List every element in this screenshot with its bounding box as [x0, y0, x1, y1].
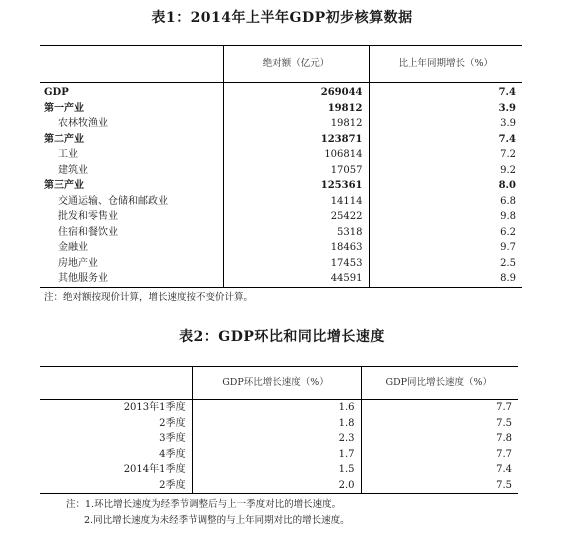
gdp-preliminary-table	[40, 45, 522, 288]
row-value: 25422	[223, 209, 369, 225]
table-row	[40, 271, 522, 287]
row-qoq: 1.7	[192, 447, 361, 463]
row-period: 2014年1季度	[123, 464, 186, 475]
row-label: 交通运输、仓储和邮政业	[58, 195, 168, 207]
table-row	[40, 447, 518, 463]
table-row	[40, 163, 522, 179]
table-header-row	[40, 46, 522, 83]
row-growth: 7.4	[369, 132, 522, 148]
row-label: 第二产业	[44, 133, 84, 145]
row-growth: 3.9	[369, 116, 522, 132]
row-label: 住宿和餐饮业	[58, 226, 118, 238]
row-period: 2季度	[159, 479, 186, 491]
header-cell-yoy: GDP同比增长速度（%）	[361, 367, 518, 400]
table-row	[40, 209, 522, 225]
table1-title: 表1：2014年上半年GDP初步核算数据	[151, 10, 413, 26]
row-value: 17057	[223, 163, 369, 179]
row-qoq: 1.6	[192, 400, 361, 416]
row-period: 3季度	[159, 433, 186, 444]
row-label: 工业	[58, 149, 78, 160]
gdp-growth-rate-table	[40, 366, 518, 494]
table-header-row	[40, 367, 518, 400]
row-growth: 8.0	[369, 178, 522, 194]
row-growth: 9.7	[369, 240, 522, 256]
row-label: 其他服务业	[58, 273, 108, 284]
row-label: 第一产业	[44, 102, 84, 114]
row-period: 4季度	[159, 448, 186, 460]
table2-title: 表2：GDP环比和同比增长速度	[179, 329, 385, 345]
row-label: 建筑业	[58, 164, 88, 176]
table-row	[40, 116, 522, 132]
row-yoy: 7.8	[361, 431, 518, 447]
row-growth: 6.2	[369, 225, 522, 241]
table-row	[40, 400, 518, 416]
row-growth: 3.9	[369, 101, 522, 117]
row-label: 农林牧渔业	[58, 118, 108, 129]
row-growth: 2.5	[369, 256, 522, 272]
table-row	[40, 416, 518, 432]
header-cell-blank	[40, 367, 192, 400]
row-qoq: 2.3	[192, 431, 361, 447]
row-growth: 7.4	[369, 83, 522, 101]
row-label: 房地产业	[58, 257, 98, 269]
table-row	[40, 431, 518, 447]
row-yoy: 7.7	[361, 447, 518, 463]
row-yoy: 7.5	[361, 478, 518, 494]
table-row	[40, 225, 522, 241]
table-row	[40, 178, 522, 194]
table2-note-line2: 2.同比增长速度为未经季节调整的与上年同期对比的增长速度。	[84, 515, 350, 526]
row-yoy: 7.5	[361, 416, 518, 432]
row-value: 17453	[223, 256, 369, 272]
row-period: 2013年1季度	[123, 402, 186, 413]
table-row	[40, 462, 518, 478]
table-row	[40, 132, 522, 148]
row-growth: 6.8	[369, 194, 522, 210]
row-value: 19812	[223, 116, 369, 132]
row-value: 5318	[223, 225, 369, 241]
row-growth: 8.9	[369, 271, 522, 287]
row-value: 19812	[223, 101, 369, 117]
header-cell-absolute: 绝对额（亿元）	[223, 46, 369, 83]
table-row	[40, 147, 522, 163]
row-growth: 9.2	[369, 163, 522, 179]
row-value: 123871	[223, 132, 369, 148]
row-value: 44591	[223, 271, 369, 287]
row-period: 2季度	[159, 417, 186, 429]
row-label: GDP	[44, 87, 69, 98]
table2-note-line1: 注：1.环比增长速度为经季节调整后与上一季度对比的增长速度。	[66, 499, 342, 510]
row-qoq: 1.8	[192, 416, 361, 432]
table-row	[40, 478, 518, 494]
row-qoq: 2.0	[192, 478, 361, 494]
row-label: 批发和零售业	[58, 211, 118, 222]
row-value: 125361	[223, 178, 369, 194]
row-value: 269044	[223, 83, 369, 101]
table-row	[40, 83, 522, 101]
row-value: 18463	[223, 240, 369, 256]
row-label: 金融业	[58, 242, 88, 253]
table-row	[40, 101, 522, 117]
table-row	[40, 194, 522, 210]
row-qoq: 1.5	[192, 462, 361, 478]
row-yoy: 7.7	[361, 400, 518, 416]
table-row	[40, 240, 522, 256]
table-row	[40, 256, 522, 272]
row-value: 14114	[223, 194, 369, 210]
header-cell-qoq: GDP环比增长速度（%）	[192, 367, 361, 400]
row-growth: 9.8	[369, 209, 522, 225]
row-growth: 7.2	[369, 147, 522, 163]
row-value: 106814	[223, 147, 369, 163]
row-label: 第三产业	[44, 180, 84, 191]
row-yoy: 7.4	[361, 462, 518, 478]
header-cell-blank	[40, 46, 223, 83]
table1-note: 注：绝对额按现价计算，增长速度按不变价计算。	[44, 292, 254, 303]
header-cell-growth: 比上年同期增长（%）	[369, 46, 522, 83]
